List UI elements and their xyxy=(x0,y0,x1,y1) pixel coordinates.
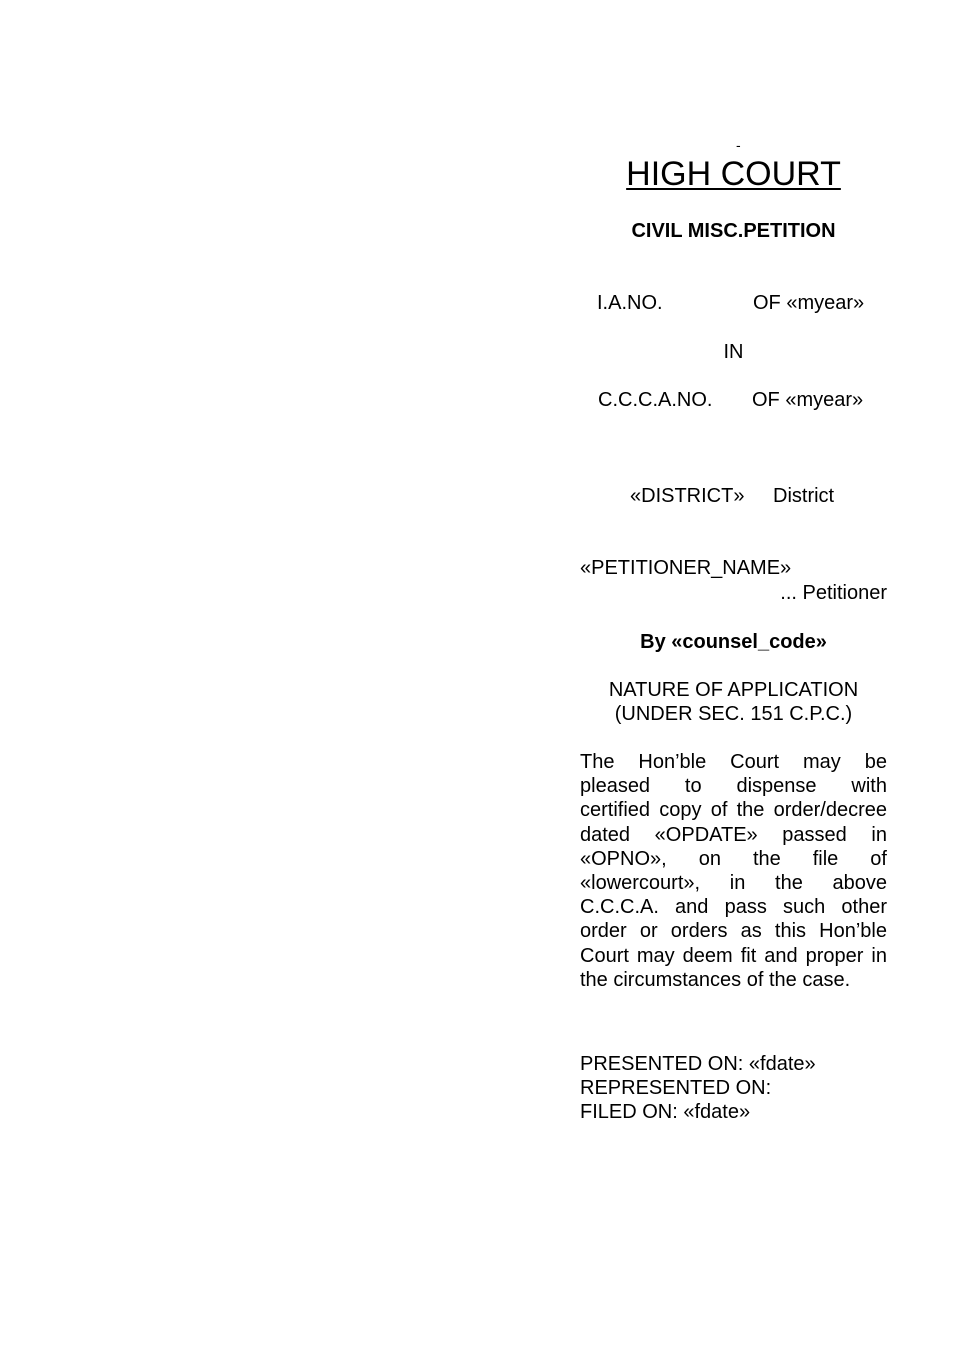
prayer-line: certified copy of the order/decree xyxy=(580,799,887,822)
filing-dates xyxy=(580,1052,816,1125)
filed-on: FILED ON: «fdate» xyxy=(580,1101,751,1124)
represented-on: REPRESENTED ON: xyxy=(580,1077,772,1100)
petition-type: CIVIL MISC.PETITION xyxy=(631,220,836,242)
ia-year: OF «myear» xyxy=(753,292,865,314)
prayer-line: order or orders as this Hon’ble xyxy=(580,920,887,943)
prayer-line: C.C.C.A. and pass such other xyxy=(580,896,887,919)
district-placeholder: «DISTRICT» xyxy=(630,485,745,507)
presented-on: PRESENTED ON: «fdate» xyxy=(580,1053,816,1075)
prayer-line: dated «OPDATE» passed in xyxy=(580,823,887,846)
petitioner-name: «PETITIONER_NAME» xyxy=(580,557,792,579)
header-mark: - xyxy=(736,137,741,153)
district-label: District xyxy=(773,485,835,507)
petitioner-label: ... Petitioner xyxy=(780,582,887,604)
in-label: IN xyxy=(723,341,744,363)
prayer-line: Court may deem fit and proper in xyxy=(580,944,887,967)
ccca-year: OF «myear» xyxy=(752,389,864,411)
ia-number-label: I.A.NO. xyxy=(597,292,663,314)
ccca-number-line xyxy=(580,388,887,412)
prayer-line: pleased to dispense with xyxy=(580,775,887,798)
ia-number-line xyxy=(580,291,887,315)
nature-section: (UNDER SEC. 151 C.P.C.) xyxy=(614,703,853,726)
nature-heading: NATURE OF APPLICATION xyxy=(608,679,859,701)
prayer-paragraph xyxy=(580,750,887,992)
district-line xyxy=(580,484,887,508)
prayer-line: The Hon’ble Court may be xyxy=(580,751,887,773)
prayer-line: «lowercourt», in the above xyxy=(580,872,887,895)
nature-of-application xyxy=(580,678,887,727)
court-title: HIGH COURT xyxy=(626,155,841,193)
counsel-line: By «counsel_code» xyxy=(640,631,827,653)
prayer-line: the circumstances of the case. xyxy=(580,968,851,991)
prayer-line: «OPNO», on the file of xyxy=(580,847,887,870)
ccca-number-label: C.C.C.A.NO. xyxy=(598,389,713,411)
